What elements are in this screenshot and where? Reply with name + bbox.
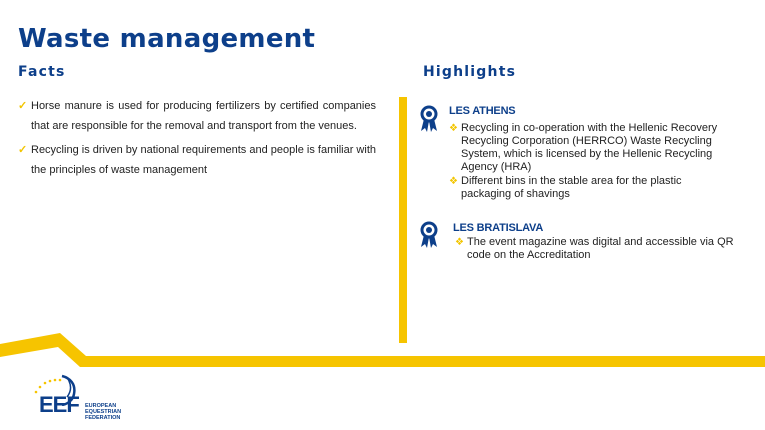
yellow-wave-band <box>0 330 765 370</box>
eef-logo <box>32 372 122 422</box>
logo-line: FEDERATION <box>85 415 121 421</box>
diamond-bullet-icon: ❖ <box>449 123 458 134</box>
event-name: LES ATHENS <box>449 105 516 117</box>
diamond-bullet-icon: ❖ <box>455 237 464 248</box>
highlight-item <box>449 122 743 174</box>
logo-line: EUROPEAN <box>85 403 117 409</box>
highlight-item <box>455 236 737 262</box>
logo-letters: EEF <box>39 392 79 417</box>
diamond-bullet-icon: ❖ <box>449 176 458 187</box>
event-bullets <box>455 236 755 262</box>
fact-text: Recycling is driven by national requirements and people is familiar with the principles of waste management <box>31 144 376 176</box>
fact-text: Horse manure is used for producing fertilizers by certified companies that are responsible for the removal and transport from the venues. <box>31 100 376 132</box>
highlight-text: Recycling in co-operation with the Hellenic Recovery Recycling Corporation (HERRCO) Waste Recycling System, which is licensed by the Hellenic Recycling Agency (HRA) <box>461 122 718 173</box>
fact-item <box>18 96 376 136</box>
highlight-text: The event magazine was digital and accessible via QR code on the Accreditation <box>467 236 734 261</box>
logo-line: EQUESTRIAN <box>85 409 122 415</box>
checkmark-icon: ✓ <box>18 100 28 112</box>
fact-item <box>18 140 376 180</box>
highlights-heading: Highlights <box>423 64 517 80</box>
highlight-text: Different bins in the stable area for the plastic packaging of shavings <box>461 175 682 200</box>
highlight-item <box>449 175 711 201</box>
checkmark-icon: ✓ <box>18 144 28 156</box>
facts-list <box>18 96 376 184</box>
medal-rosette-icon <box>418 105 440 133</box>
event-name: LES BRATISLAVA <box>453 222 544 234</box>
page-title: Waste management <box>18 24 316 54</box>
facts-heading: Facts <box>18 64 66 80</box>
medal-rosette-icon <box>418 221 440 249</box>
event-bullets <box>449 122 749 201</box>
divider-bar <box>399 97 407 343</box>
logo-federation-text <box>85 403 121 421</box>
